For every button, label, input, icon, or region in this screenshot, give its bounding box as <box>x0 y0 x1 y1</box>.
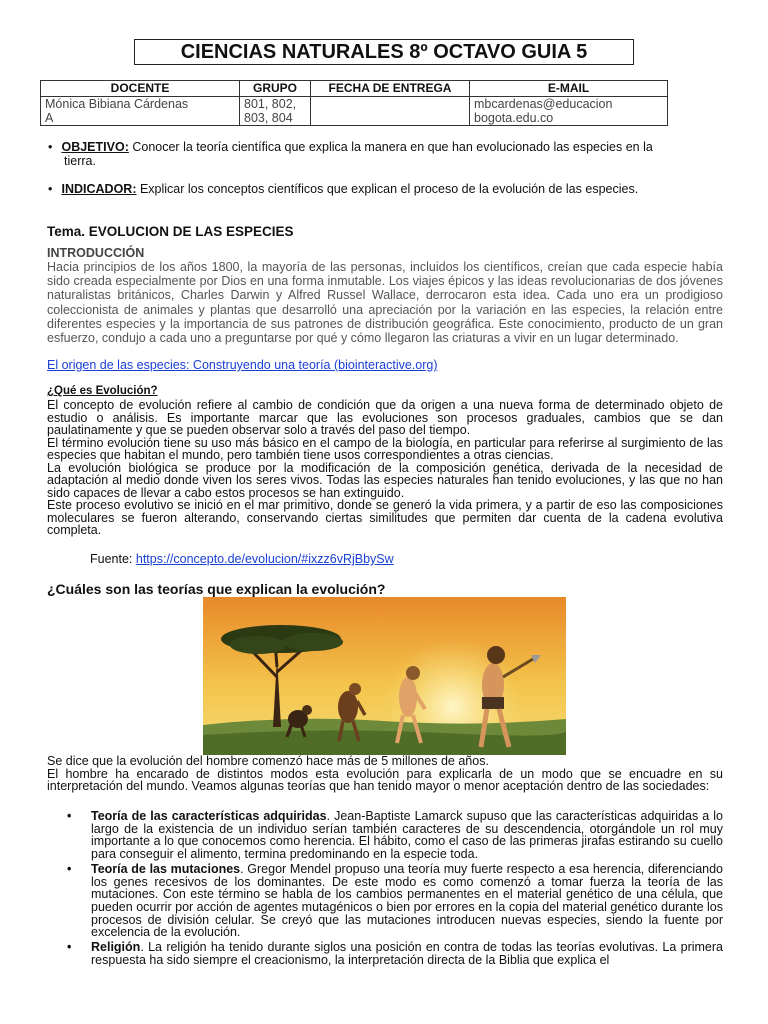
evolucion-p3: La evolución biológica se produce por la modificación de la composición genética, derivada de la necesidad de adaptación al medio donde viven los seres vivos. Todas las especies naturales han tenido evoluciones, y las que no han sido capaces de llevar a cabo estos procesos se han extinguido. <box>47 460 723 500</box>
intro-link-line <box>47 358 438 372</box>
biointeractive-link[interactable]: El origen de las especies: Construyendo una teoría (biointeractive.org) <box>47 358 438 372</box>
indicador-text: Explicar los conceptos científicos que explican el proceso de la evolución de las especies. <box>139 182 639 196</box>
cell-email <box>470 97 668 126</box>
email-line1: mbcardenas@educacion <box>474 97 613 111</box>
theory-text: . Gregor Mendel propuso una teoría muy fuerte respecto a esa herencia, diferenciando los genes recesivos de los dominantes. De este modo es como comenzó a tomar fuerza la teoría de las mutaciones. Con este término se habla de los cambios permanentes en el material genético de una célula, que pueden ocurrir por acción de agentes mutagénicos o bien por errores en la copia del material genético durante los procesos de división celular. Se creyó que las mutaciones introducen nuevas especies, siendo la fuente por excelencia de la evolución. <box>91 861 723 940</box>
table-header-row <box>41 81 668 97</box>
theory-title: Teoría de las mutaciones <box>91 861 241 876</box>
objetivo-text: Conocer la teoría científica que explica la manera en que han evolucionado las especies en la <box>132 140 653 154</box>
intro-paragraph: Hacia principios de los años 1800, la mayoría de las personas, incluidos los científicos, creían que cada especie había sido creada especialmente por Dios en una forma inmutable. Los viajes épicos y las ideas revolucionarias de dos jóvenes naturalistas británicos, Charles Darwin y Alfred Russel Wallace, derrocaron esta idea. Cada uno era un prodigioso coleccionista de animales y plantas que desarrolló una apreciación por la variación en las especies, la relación entre diferentes especies y la importancia de sus patrones de distribución geográfica. Este conocimiento, producto de un gran esfuerzo, condujo a cada uno a preguntarse por qué y cómo llegaron las criaturas a vivir en un lugar determinado. <box>47 260 723 346</box>
theory-title: Religión <box>91 940 141 955</box>
bullet-icon: • <box>67 940 72 955</box>
cell-docente <box>41 97 240 126</box>
bullet-icon: • <box>48 182 53 196</box>
indicador-item <box>48 182 638 196</box>
teorias-p1: Se dice que la evolución del hombre comenzó hace más de 5 millones de años. <box>47 754 489 768</box>
que-es-evolucion-heading: ¿Qué es Evolución? <box>47 385 158 397</box>
fuente-label: Fuente: <box>90 552 136 566</box>
objetivo-item <box>48 140 653 168</box>
indicador-label: INDICADOR: <box>61 182 137 196</box>
theory-title: Teoría de las características adquiridas <box>91 809 327 823</box>
objetivo-text2: tierra. <box>64 154 96 168</box>
evolucion-body <box>47 399 723 537</box>
cell-fecha <box>311 97 470 126</box>
info-table <box>40 80 668 126</box>
evolucion-p2: El término evolución tiene su uso más básico en el campo de la biología, en particular para referirse al surgimiento de las especies que habitan el mundo, pero también tiene usos correspondientes a otras ciencias. <box>47 435 723 462</box>
docente-line2: A <box>45 111 54 125</box>
theories-list <box>47 810 723 968</box>
list-item <box>47 941 723 966</box>
teorias-heading: ¿Cuáles son las teorías que explican la evolución? <box>47 581 386 597</box>
teorias-intro <box>47 755 723 793</box>
fuente-link[interactable]: https://concepto.de/evolucion/#ixzz6vRjBbySw <box>135 552 394 566</box>
teorias-p2: El hombre ha encarado de distintos modos esta evolución para explicarla de un modo que se encuadre en su interpretación del mundo. Veamos algunas teorías que han tenido mayor o menor aceptación dentro de las sociedades: <box>47 766 723 794</box>
col-docente: DOCENTE <box>41 81 240 97</box>
objetivo-label: OBJETIVO: <box>61 140 129 154</box>
col-fecha: FECHA DE ENTREGA <box>311 81 470 97</box>
bullet-icon: • <box>67 861 72 876</box>
fuente-line <box>90 552 394 566</box>
table-row <box>41 97 668 126</box>
theory-text: . Jean-Baptiste Lamarck supuso que las características adquiridas a lo largo de la existencia de un individuo serían también caracteres de su descendencia, otorgándole un rol muy importante a lo que conocemos como herencia. El hábito, como el caso de las primeras jirafas estirando su cuello para conseguir el alimento, termina predominando en la especie toda. <box>91 809 723 862</box>
bullet-icon: • <box>67 809 72 823</box>
col-email: E-MAIL <box>470 81 668 97</box>
evolucion-p4: Este proceso evolutivo se inició en el mar primitivo, donde se generó la vida primera, y a partir de eso las composiciones moleculares se fueron alterando, conservando ciertas similitudes que permiten dar cuenta de la cadena evolutiva completa. <box>47 498 723 537</box>
list-item <box>47 863 723 939</box>
grupo-line1: 801, 802, <box>244 97 297 111</box>
docente-line1: Mónica Bibiana Cárdenas <box>45 97 189 111</box>
grupo-line2: 803, 804 <box>244 111 293 125</box>
list-item <box>47 810 723 861</box>
bullet-icon: • <box>48 140 53 154</box>
evolucion-p1: El concepto de evolución refiere al cambio de condición que da origen a una nueva forma de determinado objeto de estudio o análisis. Es importante marcar que las evoluciones son procesos graduales, cambios que se dan paulatinamente y que se pueden observar solo a través del paso del tiempo. <box>47 398 723 437</box>
theory-text: . La religión ha tenido durante siglos una posición en contra de todas las teorías evolutivas. La primera respuesta ha sido siempre el creacionismo, la interpretación directa de la Biblia que explica el <box>91 940 723 967</box>
email-line2: bogota.edu.co <box>474 111 554 125</box>
tema-heading: Tema. EVOLUCION DE LAS ESPECIES <box>47 224 294 239</box>
cell-grupo <box>240 97 311 126</box>
intro-heading: INTRODUCCIÓN <box>47 246 145 260</box>
evolution-illustration <box>203 597 566 755</box>
document-title: CIENCIAS NATURALES 8º OCTAVO GUIA 5 <box>134 39 634 65</box>
col-grupo: GRUPO <box>240 81 311 97</box>
